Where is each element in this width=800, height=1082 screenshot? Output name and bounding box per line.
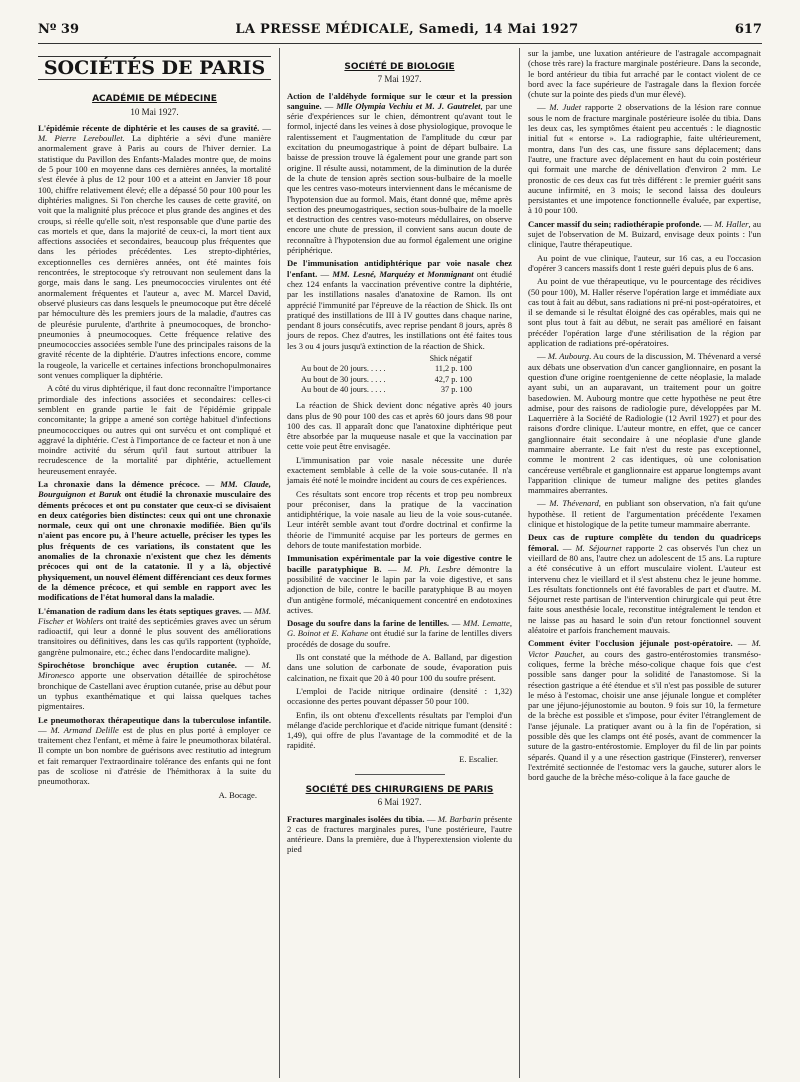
page-number: 617 bbox=[734, 21, 762, 37]
article-text: apporte une observation détaillée de spirochétose bronchique de Castellani avec éruption cutanée, prise au début pour un typhus exanthématique et qui laissa quelques taches pigmentaires. bbox=[38, 670, 271, 712]
article-author: M. Thévenard bbox=[549, 498, 599, 509]
article-author: MM. Claude, Bourguignon et Baruk bbox=[38, 478, 271, 500]
article-text: démontre la possibilité de vacciner le lapin par la voie digestive, et sans adjonction de bile, contre le bacille paratyphique B au moyen d'un antigène formolé, mécaniquement concentré en endotoxines actives. bbox=[287, 563, 512, 615]
article-immunisation: De l'immunisation antidiphtérique par voie nasale chez l'enfant. — MM. Lesné, Marquézy et Monmignant ont étudié chez 124 enfants la vaccination préventive contre la diphtérie, par les instillations nasales d'anatoxine de Ramon. Ils ont apprécié l'immunité par l'épreuve de la réaction de Shick. Ils ont pratiqué des instillations de III à IV gouttes dans chaque narine, pendant 8 jours consécutifs, avec reprise pendant 8 jours, après 8 jours de repos. Chez d'autres, les instillations ont été faites tous les 3 ou 4 jours jusqu'à extinction de la réaction de Shick. bbox=[287, 258, 512, 351]
article-cancer-sein: Cancer massif du sein; radiothérapie profonde. — M. Haller, au sujet de l'observation de M. Buizard, envisage deux points : l'un clinique, l'autre thérapeutique. bbox=[528, 218, 761, 250]
article-quadriceps: Deux cas de rupture complète du tendon du quadriceps fémoral. — M. Séjournet rapporte 2 cas observés l'un chez un vieillard de 80 ans, l'autre chez un adolescent de 15 ans. La rupture a été consécutive à un effort musculaire violent. L'auteur est intervenu chez le vieillard et il s'est abstenu chez le jeune homme. Les résultats fonctionnels ont été favorables de part et d'autre. M. Séjournet reste partisan de l'intervention chirurgicale qui peut être faite sous anesthésie locale, reconstitue intégralement le tendon et ne laisse pas au hasard le soin d'un retour fonctionnel souvent aléatoire et parfois franchement mauvais. bbox=[528, 532, 761, 636]
article-text: , en publiant son observation, n'a fait qu'une hypothèse. Il retient de l'argumentation précédente l'examen clinique et histologique de la petite tumeur mammaire aberrante. bbox=[528, 498, 761, 530]
signature: A. Bocage. bbox=[218, 789, 257, 800]
article-author: M. Séjournet bbox=[575, 542, 622, 553]
article-text: ont traité des septicémies graves avec un sérum radioactif, qui leur a donné le plus souvent des améliorations transitoires ou définitives, dans les cas qu'ils rapportent (typhoïde, gangrène pulmonaire, etc.; échec dans l'endocardite maligne). bbox=[38, 615, 272, 657]
article-heading: L'épidémie récente de diphtérie et les causes de sa gravité. bbox=[38, 122, 260, 133]
article-paragraph: Enfin, ils ont obtenu d'excellents résultats par l'emploi d'un mélange d'acide perchlorique et d'acide nitrique fumant (densité : 1,49), qui offre de plus l'avantage de la commodité et de la rapidité. bbox=[287, 709, 512, 751]
article-text: , par une série d'expériences sur le chien, démontrent qu'avant tout le formol, injecté dans les veines à dose physiologique, provoque le ralentissement et l'augmentation de l'amplitude du cœur par excitation du pneumogastrique à point de départ bulbaire. La baisse de pression trouve là également pour une grande part son origine. Il résulte aussi, notamment, de la diminution de la durée de la chute de tension après section sous-bulbaire de la moelle que les centres vaso-moteurs interviennent dans le mécanisme de l'hypotension due au formol. Mais, étant donné que, même après section des pneumogastriques, section sous-bulbaire de la moelle et destruction des centres vaso-moteurs médullaires, on observe encore une chute de pression, il convient sans aucun doute de reconnaître à l'hypotension due au formol également une origine périphérique. bbox=[287, 100, 513, 256]
article-aubourg: — M. Aubourg. Au cours de la discussion, M. Thévenard a versé aux débats une observation d'un cancer ganglionnaire, en posant la question d'une origine roentgenienne de cette néoplasie, la malade ayant subi, un an auparavant, un traitement pour un goitre basedowien. M. Aubourg montre que cette hypothèse ne peut être admise, pour des raisons de radiologie pure, développées par M. Laquerrière à la Société de Radiologie (12 Avril 1927) et pour des raisons d'ordre clinique. L'auteur montre, en effet, que ce cancer ganglionnaire était secondaire à une néoplasie d'une glande mammaire aberrante. Le fait n'est du reste pas exceptionnel, comme le montrent 2 cas identiques, où une colonisation cancéreuse vertébrale et ganglionnaire est apparue longtemps avant l'apparition clinique de tumeur maligne des petites glandes mammaires aberrantes. bbox=[528, 351, 761, 496]
article-author: M. Aubourg bbox=[547, 351, 590, 362]
article-paragraph: La réaction de Shick devient donc négative après 40 jours dans plus de 90 pour 100 des cas et après 60 jours dans 98 pour 100 des cas. Il apparaît donc que l'anatoxine diphtérique peut être absorbée par la muqueuse nasale et que la vaccination par cette voie peut être envisagée. bbox=[287, 400, 512, 452]
columns bbox=[38, 48, 762, 1078]
article-heading: Comment éviter l'occlusion jéjunale post-opératoire. bbox=[528, 638, 733, 649]
article-author: MM. Fischer et Wohlers bbox=[38, 605, 272, 626]
article-text: ont étudié sur la farine de lentilles divers procédés de dosage du soufre. bbox=[287, 628, 512, 649]
article-author: MM. Lesné, Marquézy et Monmignant bbox=[332, 268, 474, 279]
article-soufre: Dosage du soufre dans la farine de lentilles. — MM. Lematte, G. Boinot et E. Kahane ont étudié sur la farine de lentilles divers procédés de dosage du soufre. bbox=[287, 618, 513, 649]
article-text: La diphtérie a sévi d'une manière anormalement grave à Paris au cours de l'hiver dernier. La statistique du Pavillon des Enfants-Malades montre que, de moins de 5 pour 100 en moyenne dans ces dernières années, la mortalité s'est élevée à plus de 12 pour 100 et a atteint en Janvier 18 pour 100, chiffre relativement élevé; elle a dépassé 50 pour 100 pour les diphtéries malignes. Si l'on cherche les causes de cette gravité, on voit que la malignité plus précoce et plus grande des angines et des croups, si réelle qu'elle soit, n'est responsable que d'une partie des cas mortels et que, dans la majorité de ceux-ci, la mort tient aux affections associées et secondaires, beaucoup plus fréquentes que dans les périodes précédentes. Les strepto-diphtéries, exceptionnelles ces dernières années, ont été maintes fois rencontrées, le streptocoque s'y retrouvant non seulement dans la gorge, mais dans le sang. Les pneumococcies virulentes ont été anormalement fréquentes et l'auteur a, avec M. Marcel David, observé plusieurs cas dans lesquels le pneumocoque put être décelé par hémoculture dès les premiers jours de la maladie, d'autres cas de pleurésie purulente, d'arthrite à pneumocoques, de broncho-pneumonies à pneumocoques. Cette fréquence relative des pneumococcies associées semble l'une des principales raisons de la gravité récente de la diphtérie. D'autres infections encore, comme la rougeole, la varicelle et certaines infections bronchopulmonaires sont venues compliquer la diphtérie. bbox=[38, 133, 271, 381]
article-text: est de plus en plus porté à employer ce traitement chez l'enfant, et même à faire le pneumothorax bilatéral. Il compte un bon nombre de guérisons avec restitutio ad integrum et fait remarquer l'extraordinaire tolérance des enfants qui ne font pas de scoliose ni d'atrésie de l'hémithorax à la suite du pneumothorax. bbox=[38, 724, 271, 787]
article-author: M. Victor Pauchet bbox=[528, 638, 761, 659]
article-paragraph: Ces résultats sont encore trop récents et trop peu nombreux pour préconiser, dans la pratique de la vaccination antidiphtérique, la voie nasale au lieu de la voie sous-cutanée. Leur intérêt semble avant tout d'ordre doctrinal et confirme la théorie de l'immunité acquise par les porteurs de germes en dehors de toute manifestation morbide. bbox=[287, 488, 512, 551]
article-author: M. Judet bbox=[549, 102, 582, 113]
article-heading: De l'immunisation antidiphtérique par voie nasale chez l'enfant. bbox=[287, 258, 512, 279]
signature: E. Escalier. bbox=[459, 753, 498, 764]
article-heading: Immunisation expérimentale par la voie digestive contre le bacille paratyphique B. bbox=[287, 553, 512, 574]
section-date: 10 Mai 1927. bbox=[130, 106, 179, 117]
journal-title: LA PRESSE MÉDICALE, Samedi, 14 Mai 1927 bbox=[235, 21, 579, 37]
article-paragraph: Au point de vue thérapeutique, vu le pourcentage des récidives (50 pour 100), M. Haller réserve l'opération large et immédiate aux cas tout à fait au début, sans radiations ni pré-ni post-opératoires, et il se demande si le résultat éloigné des cas opérables, mais qui ne sont plus tout à fait au début, ne serait pas amélioré en faisant précéder l'opération large d'une stérilisation de la région par application de radiations pré-opératoires. bbox=[528, 276, 761, 349]
article-spirochetose: Spirochétose bronchique avec éruption cutanée. — M. Mironesco apporte une observation détaillée de spirochétose bronchique de Castellani avec éruption cutanée, prise au début pour un typhus exanthématique et qui laissa quelques taches pigmentaires. bbox=[38, 660, 271, 712]
article-occlusion: Comment éviter l'occlusion jéjunale post-opératoire. — M. Victor Pauchet, au cours des gastro-entérostomies transméso-coliques, ferme la brèche méso-colique chaque fois que c'est possible sans danger pour la solidité de l'anastomose. Si la résection gastrique a été étendue et s'il n'est pas possible de suturer le méso à l'estomac, choisir une anse jéjunale longue et compléter par une jéjuno-jéjunostomie au bouton. 9 fois sur 10, la fermeture de la brèche est possible et s'impose, pour éviter l'étranglement de l'anse jéjunale. La pratiquer avant ou à la fin de l'opération, si possible dès que les clamps ont été posés, avant de commencer la suture de la gastro-entérostomie. Employer du fil de lin par points séparés. Quand il y a une résection gastrique (Finsterer), renverser l'extrémité sectionnée de l'estomac vers la gauche, suturer alors le bord gauche de la brèche méso-colique à la face gauche de bbox=[528, 638, 761, 783]
article-diphterie: L'épidémie récente de diphtérie et les causes de sa gravité. — M. Pierre Lereboullet. La diphtérie a sévi d'une manière anormalement grave à Paris au cours de l'hiver dernier. La statistique du Pavillon des Enfants-Malades montre que, de moins de 5 pour 100 en moyenne dans ces dernières années, la mortalité s'est élevée à plus de 12 pour 100 et a atteint en Janvier 18 pour 100, chiffre relativement élevé; elle a dépassé 50 pour 100 pour les diphtéries malignes. Si l'on cherche les causes de cette gravité, on voit que la malignité plus précoce et plus grande des angines et des croups, si réelle qu'elle soit, n'est responsable que d'une partie des cas mortels et que, dans la majorité de ceux-ci, la mort tient aux affections associées et secondaires, beaucoup plus fréquentes que dans les périodes précédentes. Les strepto-diphtéries, exceptionnelles ces dernières années, ont été maintes fois rencontrées, le streptocoque s'y retrouvant non seulement dans la gorge, mais dans le sang. Les pneumococcies virulentes ont été anormalement fréquentes et l'auteur a, avec M. Marcel David, observé plusieurs cas dans lesquels le pneumocoque put être décelé par hémoculture dès les premiers jours de la maladie, d'autres cas de pleurésie purulente, d'arthrite à pneumocoques, de broncho-pneumonies à pneumocoques. Cette fréquence relative des pneumococcies associées semble l'une des principales raisons de la gravité récente de la diphtérie. D'autres infections encore, comme la rougeole, la varicelle et certaines infections bronchopulmonaires sont venues compliquer la diphtérie. bbox=[38, 122, 271, 381]
article-chronaxie: La chronaxie dans la démence précoce. — MM. Claude, Bourguignon et Baruk ont étudié la chronaxie musculaire des déments précoces et ont pu constater que ceux-ci se divisaient en deux catégories bien distinctes: ceux qui ont une chronaxie normale, ceux qui ont une chronaxie modifiée. Bien qu'ils n'aient pas encore pu, à l'heure actuelle, préciser les types les plus fréquents de ces variations, ils constatent que les anomalies de la chronaxie n'existent que chez les déments précoces qui ont de la catatonie. Il y a là, objectivé physiquement, un nouvel élément différenciant ces deux formes de la démence précoce, et qui semble en rapport avec les modifications de l'état humoral dans la maladie. bbox=[38, 478, 272, 603]
article-heading: Spirochétose bronchique avec éruption cutanée. bbox=[38, 660, 237, 671]
article-author: M. Mironesco bbox=[38, 660, 271, 681]
shick-row: Au bout de 20 jours. . . . . 11,2 p. 100 bbox=[301, 364, 472, 374]
section-title-academie: ACADÉMIE DE MÉDECINE bbox=[92, 94, 217, 105]
article-text: rapporte 2 cas observés l'un chez un vieillard de 80 ans, l'autre chez un adolescent de 15 ans. La rupture a été consécutive à un effort musculaire violent. L'auteur est intervenu chez le vieillard et il s'est abstenu chez le jeune homme. Les résultats fonctionnels ont été favorables de part et d'autre. M. Séjournet reste partisan de l'intervention chirurgicale qui peut être faite sous anesthésie locale, reconstitue intégralement le tendon et ne laisse pas au hasard le soin d'un retour fonctionnel souvent aléatoire et parfois franchement mauvais. bbox=[528, 542, 761, 636]
section-date: 7 Mai 1927. bbox=[377, 74, 422, 85]
article-paragraph: A côté du virus diphtérique, il faut donc reconnaître l'importance primordiale des infections associées et secondaires: celles-ci semblent en grande partie le fait de l'épidémie grippale concomitante; la grippe a amené son cortège habituel d'infections pneumococciques ou autres qui ont survécu et ont compliqué et aggravé la diphtérie. C'est à l'importance de ce facteur et non à une moindre activité du sérum qu'il faut surtout attribuer la recrudescence de la mortalité par diphtérie, actuellement heureusement enrayée. bbox=[38, 383, 271, 476]
article-heading: Le pneumothorax thérapeutique dans la tuberculose infantile. bbox=[38, 714, 271, 725]
column-2 bbox=[279, 48, 520, 1078]
article-heading: L'émanation de radium dans les états septiques graves. bbox=[38, 605, 242, 616]
shick-row: Au bout de 40 jours. . . . . 37 p. 100 bbox=[301, 384, 472, 394]
article-heading: Deux cas de rupture complète du tendon du quadriceps fémoral. bbox=[528, 532, 761, 553]
article-author: M. Barbarin bbox=[437, 813, 481, 824]
article-text: ont étudié chez 124 enfants la vaccination préventive contre la diphtérie, par les instillations nasales d'anatoxine de Ramon. Ils ont apprécié l'immunité par l'épreuve de la réaction de Shick. Ils ont pratiqué des instillations de III à IV gouttes dans chaque narine, pendant 8 jours consécutifs, avec reprise pendant 8 jours, après 8 jours de repos. Chez d'autres, les instillations ont été faites tous les 3 ou 4 jours jusqu'à extinction de la réaction de Shick. bbox=[287, 268, 512, 351]
article-heading: La chronaxie dans la démence précoce. bbox=[38, 478, 200, 489]
article-text: , au cours des gastro-entérostomies transméso-coliques, ferme la brèche méso-colique chaque fois que c'est possible sans danger pour la solidité de l'anastomose. Si la résection gastrique a été étendue et s'il n'est pas possible de suturer le méso à l'estomac, choisir une anse jéjunale longue et compléter par une jéjuno-jéjunostomie au bouton. 9 fois sur 10, la fermeture de la brèche est possible et s'impose, pour éviter l'étranglement de l'anse jéjunale. La pratiquer avant ou à la fin de l'opération, si possible dès que les clamps ont été posés, avant de commencer la suture de la gastro-entérostomie. Employer du fil de lin par points séparés. Quand il y a une résection gastrique (Finsterer), renverser l'extrémité sectionnée de l'estomac vers la gauche, suturer alors le bord gauche de la brèche méso-colique à la face gauche de bbox=[528, 648, 761, 783]
article-thevenard: — M. Thévenard, en publiant son observation, n'a fait qu'une hypothèse. Il retient de l'argumentation précédente l'examen clinique et histologique de la petite tumeur mammaire aberrante. bbox=[528, 498, 761, 530]
section-divider bbox=[355, 774, 445, 775]
article-paragraph: L'immunisation par voie nasale nécessite une durée exactement semblable à celle de la voie sous-cutanée. Il n'a jamais été noté le moindre incident au cours de ces expériences. bbox=[287, 454, 512, 486]
article-paragraph: Au point de vue clinique, l'auteur, sur 16 cas, a eu l'occasion d'opérer 3 cancers massifs dont 1 reste guéri depuis plus de 6 ans. bbox=[528, 252, 761, 273]
article-judet: — M. Judet rapporte 2 observations de la lésion rare connue sous le nom de fracture marginale postérieure isolée du tibia. Dans les deux cas, les symptômes étaient peu accentués : le diagnostic initial fut « entorse ». La radiographie, faite ultérieurement, montra, dans l'un des cas, une fissure sans déplacement; dans l'autre, une fracture avec déplacement en haut du coin postérieur qui formait une marche de dénivellation d'environ 2 mm. Le pronostic de ces deux cas fut très différent : le premier guérit sans aucune infirmité, en 3 mois; le second laissa des douleurs persistantes et une impotence fonctionnelle évaluée, par expertise, à 10 pour 100. bbox=[528, 102, 761, 216]
section-title-chirurgiens: SOCIÉTÉ DES CHIRURGIENS DE PARIS bbox=[305, 785, 494, 795]
page-header bbox=[38, 18, 762, 44]
article-aldehyde: Action de l'aldéhyde formique sur le cœur et la pression sanguine. — Mlle Olympia Vechiu et M. J. Gautrelet, par une série d'expériences sur le chien, démontrent qu'avant tout le formol, injecté dans les veines à dose physiologique, provoque le ralentissement et l'augmentation de l'amplitude du cœur par excitation du pneumogastrique à point de départ bulbaire. La baisse de pression trouve là également pour une grande part son origine. Il résulte aussi, notamment, de la diminution de la durée de la chute de tension après section sous-bulbaire de la moelle que les centres vaso-moteurs interviennent dans le mécanisme de l'hypotension due au formol. Mais, étant donné que, même après section des pneumogastriques, section sous-bulbaire de la moelle et destruction des centres vaso-moteurs médullaires, on observe encore une chute de pression, il convient sans aucun doute de reconnaître à l'hypotension due au formol également une origine périphérique. bbox=[287, 90, 513, 256]
article-author: M. Armand Delille bbox=[50, 724, 119, 735]
article-text: . Au cours de la discussion, M. Thévenard a versé aux débats une observation d'un cancer ganglionnaire, en posant la question d'une origine roentgenienne de cette néoplasie, la malade ayant subi, un an auparavant, un traitement pour un goitre basedowien. M. Aubourg montre que cette hypothèse ne peut être admise, pour des raisons de radiologie pure, développées par M. Laquerrière à la Société de Radiologie (12 Avril 1927) et pour des raisons d'ordre clinique. L'auteur montre, en effet, que ce cancer ganglionnaire était secondaire à une néoplasie d'une glande mammaire aberrante. Le fait n'est du reste pas exceptionnel, comme le montrent 2 cas identiques, où une colonisation cancéreuse vertébrale et ganglionnaire est apparue longtemps avant l'apparition clinique de tumeur maligne des petites glandes mammaires aberrantes. bbox=[528, 351, 761, 496]
article-author: M. Haller bbox=[714, 218, 749, 229]
article-heading: Dosage du soufre dans la farine de lentilles. bbox=[287, 618, 450, 629]
article-author: M. Pierre Lereboullet. bbox=[38, 133, 125, 144]
article-author: MM. Lematte, G. Boinot et E. Kahane bbox=[287, 618, 513, 639]
shick-table bbox=[287, 354, 512, 395]
article-radium: L'émanation de radium dans les états septiques graves. — MM. Fischer et Wohlers ont traité des septicémies graves avec un sérum radioactif, qui leur a donné le plus souvent des améliorations transitoires ou définitives, dans les cas qu'ils rapportent (typhoïde, gangrène pulmonaire, etc.; échec dans l'endocardite maligne). bbox=[38, 605, 272, 657]
article-text: , au sujet de l'observation de M. Buizard, envisage deux points : l'un clinique, l'autre thérapeutique. bbox=[528, 218, 761, 250]
shick-row: Au bout de 30 jours. . . . . 42,7 p. 100 bbox=[301, 374, 472, 384]
article-text: rapporte 2 observations de la lésion rare connue sous le nom de fracture marginale postérieure isolée du tibia. Dans les deux cas, les symptômes étaient peu accentués : le diagnostic initial fut « entorse ». La radiographie, faite ultérieurement, montra, dans l'un des cas, une fissure sans déplacement; dans l'autre, une fracture avec déplacement en haut du coin postérieur qui formait une marche de dénivellation d'environ 2 mm. Le pronostic de ces deux cas fut très différent : le premier guérit sans aucune infirmité, en 3 mois; le second laissa des douleurs persistantes et une impotence fonctionnelle évaluée, par expertise, à 10 pour 100. bbox=[528, 102, 761, 216]
article-fractures: Fractures marginales isolées du tibia. — M. Barbarin présente 2 cas de fractures marginales pures, l'une postérieure, l'autre antérieure. Dans la première, due à l'hyperextension violente du pied bbox=[287, 813, 513, 855]
article-pneumothorax: Le pneumothorax thérapeutique dans la tuberculose infantile. — M. Armand Delille est de plus en plus porté à employer ce traitement chez l'enfant, et même à faire le pneumothorax bilatéral. Il compte un bon nombre de guérisons avec restitutio ad integrum et fait remarquer l'extraordinaire tolérance des enfants qui ne font pas de scoliose ni d'atrésie de l'hémithorax à la suite du pneumothorax. bbox=[38, 714, 271, 787]
article-paragraph: L'emploi de l'acide nitrique ordinaire (densité : 1,32) occasionne des pertes pouvant dépasser 50 pour 100. bbox=[287, 685, 512, 707]
section-title-biologie: SOCIÉTÉ DE BIOLOGIE bbox=[344, 62, 455, 72]
article-text: ont étudié la chronaxie musculaire des déments précoces et ont pu constater que ceux-ci se divisaient en deux catégories bien distinctes: ceux qui ont une chronaxie normale, ceux qui ont une chronaxie modifiée. Bien qu'ils n'aient pas encore pu, à l'heure actuelle, préciser les types les plus fréquents de ces variations, ils constatent que les anomalies de la chronaxie n'existent que chez les déments précoces qui ont de la catatonie. Il y a là, objectivé physiquement, un nouvel élément différenciant ces deux formes de la démence précoce, et qui semble en rapport avec les modifications de l'état humoral dans la maladie. bbox=[38, 489, 272, 603]
section-date: 6 Mai 1927. bbox=[377, 797, 422, 808]
column-1 bbox=[38, 48, 279, 1078]
issue-number: Nº 39 bbox=[38, 21, 79, 37]
article-heading: Action de l'aldéhyde formique sur le cœur et la pression sanguine. bbox=[287, 90, 512, 111]
article-author: M. Ph. Lesbre bbox=[403, 563, 461, 574]
article-heading: Cancer massif du sein; radiothérapie profonde. bbox=[528, 218, 702, 229]
main-section-title: SOCIÉTÉS DE PARIS bbox=[38, 56, 271, 80]
shick-table-header: Shick négatif bbox=[429, 354, 472, 364]
column-3 bbox=[520, 48, 761, 1078]
article-paragraph: sur la jambe, une luxation antérieure de l'astragale accompagnait (chose très rare) la fracture marginale postérieure. Dans la seconde, le bord antérieur du tibia fut arraché par le contact violent de ce bord avec la face supérieure de l'astragale dans la flexion forcée (chute sur la pointe des pieds d'un mur élevé). bbox=[528, 48, 761, 100]
article-heading: Fractures marginales isolées du tibia. bbox=[287, 813, 425, 824]
article-text: présente 2 cas de fractures marginales pures, l'une postérieure, l'autre antérieure. Dans la première, due à l'hyperextension violente du pied bbox=[287, 813, 513, 855]
article-paragraph: Ils ont constaté que la méthode de A. Balland, par digestion dans une solution de carbonate de soude, évaporation puis calcination, ne fixait que 20 à 40 pour 100 du soufre présent. bbox=[287, 652, 512, 683]
article-paratyphique: Immunisation expérimentale par la voie digestive contre le bacille paratyphique B. — M. Ph. Lesbre démontre la possibilité de vacciner le lapin par la voie digestive, et sans adjonction de bile, contre le bacille paratyphique B au moyen d'un antigène formolé, mécaniquement concentré en endotoxines actives. bbox=[287, 553, 512, 615]
article-author: Mlle Olympia Vechiu et M. J. Gautrelet bbox=[336, 100, 481, 111]
